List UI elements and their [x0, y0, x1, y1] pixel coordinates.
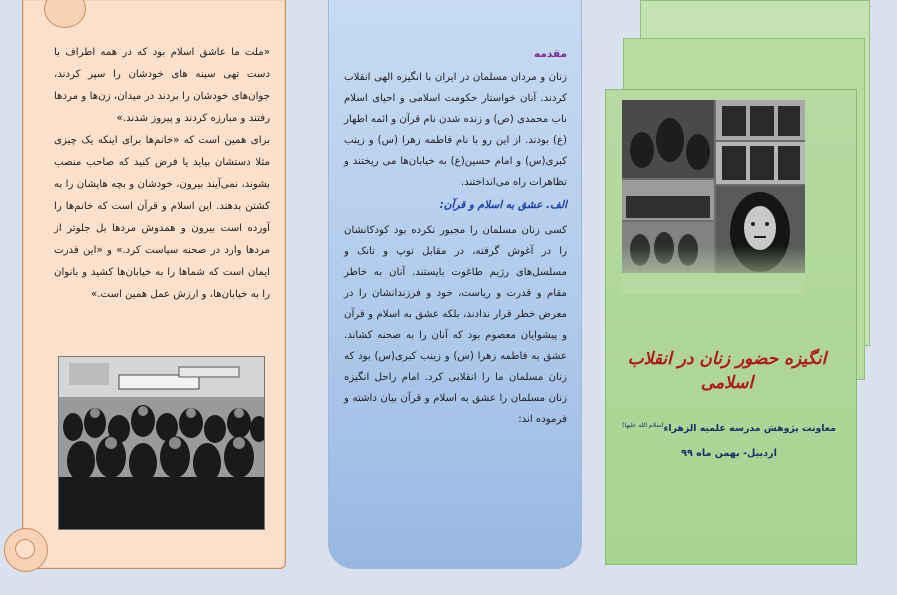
cover-department: [610, 418, 848, 437]
cover-title: انگیزه حضور زنان در انقلاب اسلامی: [627, 349, 827, 393]
protest-crowd-photo: [58, 356, 265, 530]
cover-date-line: اردبیل- بهمن ماه ۹۹: [681, 448, 777, 459]
scroll-text: [54, 42, 270, 306]
department-honorific: (سلام الله علیها): [622, 422, 664, 429]
intro-paragraph: زنان و مردان مسلمان در ایران با انگیزه الهی انقلاب کردند. آنان خواستار حکومت اسلامی و احیای اسلام ناب محمدی (ص) و زنده شدن نام قرآن و ائمه اطهار (ع) بودند. از این رو با نام فاطمه زهرا (س) و زینب کبری(س) و امام حسین(ع) به خیابان‌ها می ریختند و تظاهرات راه می‌انداختند.: [344, 72, 567, 188]
scroll-curl-bottom: [4, 528, 48, 572]
intro-text-block: [344, 44, 567, 430]
section-paragraph: کسی زنان مسلمان را مجبور نکرده بود کودکانشان را در آغوش گرفته، در مقابل توپ و تانک و مسلسل‌های رژیم طاغوت بایستند. آنان به خاطر مقام و قدرت و ریاست، خود و فرزندانشان را در معرض خطر قرار ندادند، بلکه عشق به اسلام و قرآن و پیشوایان معصوم بود که آنان را به صحنه کشاند. عشق به فاطمه زهرا (س) و زینب کبری(س) بود که زنان مسلمان ما را انقلابی کرد. امام راحل انگیزه زنان مسلمان را عشق به اسلام و قرآن بیان داشته و فرموده اند:: [344, 225, 567, 425]
intro-heading: مقدمه: [534, 48, 567, 60]
department-name: معاونت پژوهش مدرسه علمیه الزهراء: [663, 423, 836, 435]
collage-fade: [622, 246, 805, 294]
scroll-paragraph-1: «ملت ما عاشق اسلام بود که در همه اطراف با دست تهی سینه های خودشان را سپر کردند، جوان‌های خودشان را بردند در میدان، زن‌ها و مردها رفتند و مبارزه کردند و پیروز شدند.»: [54, 47, 270, 124]
section-heading: الف. عشق به اسلام و قرآن:: [439, 199, 567, 211]
scroll-paragraph-2: برای همین است که «خانم‌ها برای اینکه یک چیزی مثلا دستشان بیاید یا فرض کنید که صاحب منصب بشوند، نمی‌آیند بیرون، خودشان و بچه هایشان را به کشتن بدهند. این اسلام و قرآن است که خانم‌ها را آورده است بیرون و همدوش مردها بل جلوتر از مردها وارد در صحنه سیاست کرد.» و «این قدرت ایمان است که شماها را به خیابان‌ها کشید و بانوان را به خیابان‌ها، و ارزش عمل همین است.»: [54, 135, 270, 300]
